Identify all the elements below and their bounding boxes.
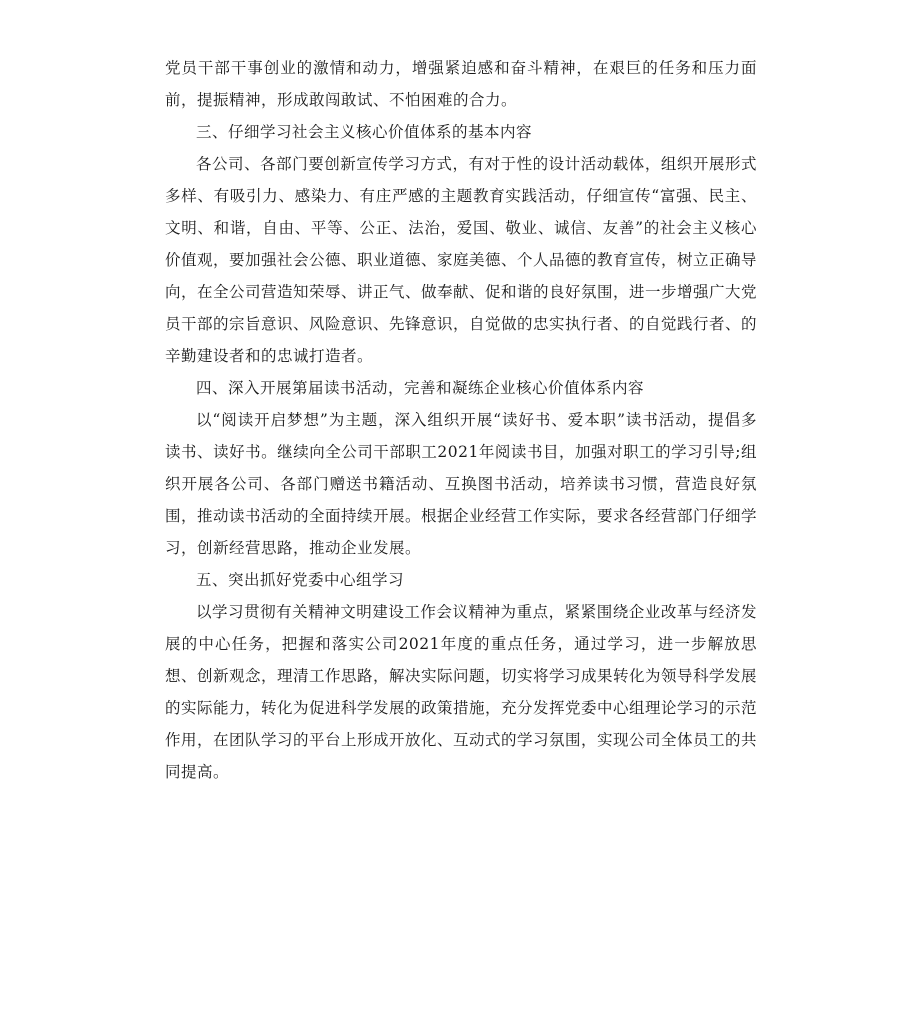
document-body <box>165 52 757 788</box>
section-heading-3: 三、仔细学习社会主义核心价值体系的基本内容 <box>196 123 533 141</box>
paragraph-section-5: 以学习贯彻有关精神文明建设工作会议精神为重点，紧紧围绕企业改革与经济发展的中心任务，把握和落实公司2021年度的重点任务，通过学习，进一步解放思想、创新观念，理清工作思路，解决实际问题，切实将学习成果转化为领导科学发展的实际能力，转化为促进科学发展的政策措施，充分发挥党委中心组理论学习的示范作用，在团队学习的平台上形成开放化、互动式的学习氛围，实现公司全体员工的共同提高。 <box>165 603 758 781</box>
paragraph-section-4: 以“阅读开启梦想”为主题，深入组织开展“读好书、爱本职”读书活动，提倡多读书、读好书。继续向全公司干部职工2021年阅读书目，加强对职工的学习引导;组织开展各公司、各部门赠送书籍活动、互换图书活动，培养读书习惯，营造良好氛围，推动读书活动的全面持续开展。根据企业经营工作实际，要求各经营部门仔细学习，创新经营思路，推动企业发展。 <box>165 411 758 557</box>
paragraph-continuation: 党员干部干事创业的激情和动力，增强紧迫感和奋斗精神，在艰巨的任务和压力面前，提振精神，形成敢闯敢试、不怕困难的合力。 <box>165 59 757 109</box>
paragraph-section-3: 各公司、各部门要创新宣传学习方式，有对于性的设计活动载体，组织开展形式多样、有吸引力、感染力、有庄严感的主题教育实践活动，仔细宣传“富强、民主、文明、和谐，自由、平等、公正、法治，爱国、敬业、诚信、友善”的社会主义核心价值观，要加强社会公德、职业道德、家庭美德、个人品德的教育宣传，树立正确导向，在全公司营造知荣辱、讲正气、做奉献、促和谐的良好氛围，进一步增强广大党员干部的宗旨意识、风险意识、先锋意识，自觉做的忠实执行者、的自觉践行者、的辛勤建设者和的忠诚打造者。 <box>165 155 758 365</box>
section-heading-4: 四、深入开展第届读书活动，完善和凝练企业核心价值体系内容 <box>196 379 645 397</box>
section-heading-5: 五、突出抓好党委中心组学习 <box>196 571 405 589</box>
